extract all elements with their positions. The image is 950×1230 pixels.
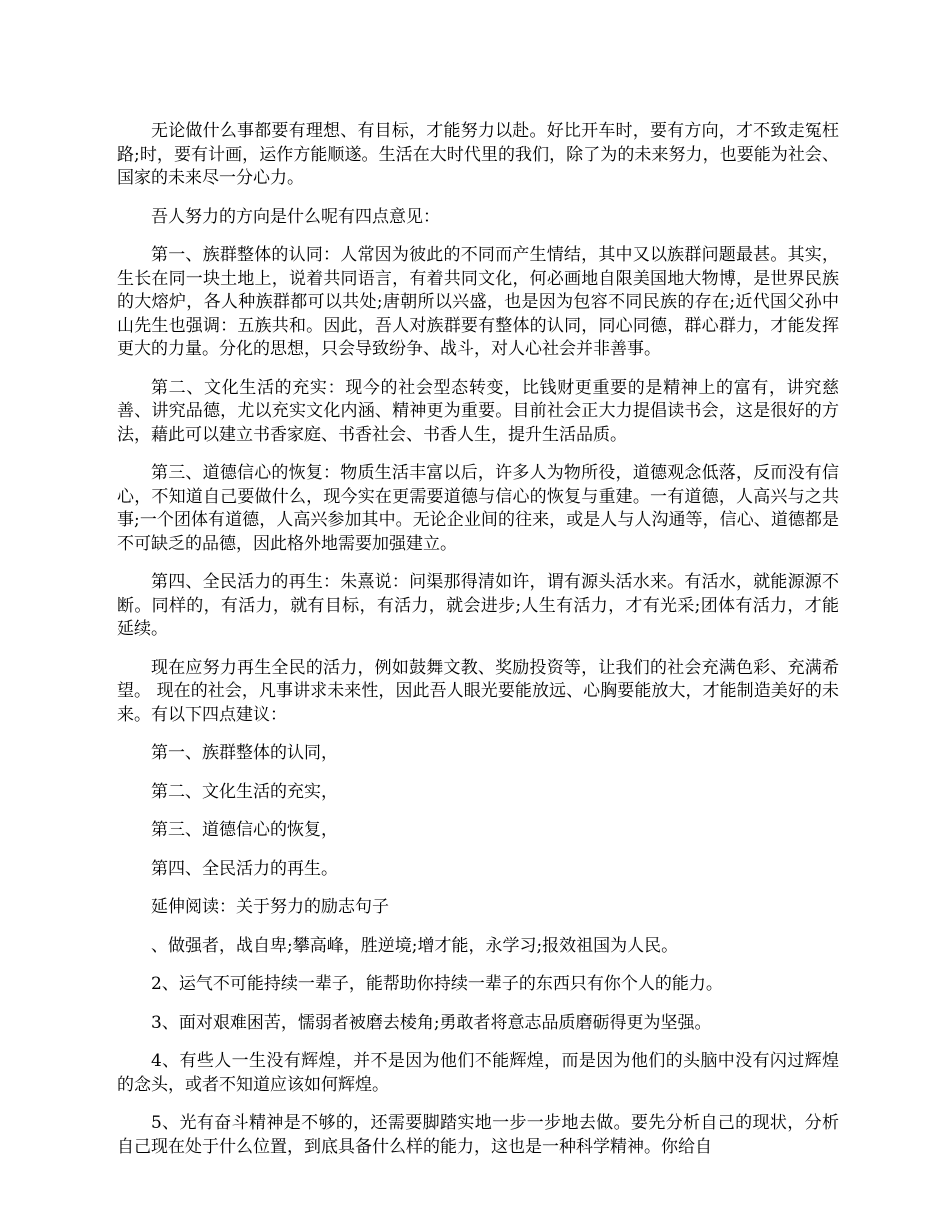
quote-item-4: 4、有些人一生没有辉煌，并不是因为他们不能辉煌，而是因为他们的头脑中没有闪过辉煌的念头，或者不知道应该如何辉煌。 xyxy=(117,1051,839,1095)
quote-item-5: 5、光有奋斗精神是不够的，还需要脚踏实地一步一步地去做。要先分析自己的现状，分析自己现在处于什么位置，到底具备什么样的能力，这也是一种科学精神。你给自 xyxy=(117,1113,839,1157)
paragraph-point-3: 第三、道德信心的恢复：物质生活丰富以后，许多人为物所役，道德观念低落，反而没有信心，不知道自己要做什么，现今实在更需要道德与信心的恢复与重建。一有道德，人高兴与之共事;一个团体有道德，人高兴参加其中。无论企业间的往来，或是人与人沟通等，信心、道德都是不可缺乏的品德，因此格外地需要加强建立。 xyxy=(117,463,839,554)
list-item-4: 第四、全民活力的再生。 xyxy=(151,858,338,879)
paragraph-intro: 无论做什么事都要有理想、有目标，才能努力以赴。好比开车时，要有方向，才不致走冤枉路;时，要有计画，运作方能顺遂。生活在大时代里的我们，除了为的未来努力，也要能为社会、国家的未来尽一分心力。 xyxy=(117,121,839,188)
paragraph-suggestions: 现在应努力再生全民的活力，例如鼓舞文教、奖励投资等，让我们的社会充满色彩、充满希望。 现在的社会，凡事讲求未来性，因此吾人眼光要能放远、心胸要能放大，才能制造美好的未来。有以下四点建议： xyxy=(117,657,839,725)
section-heading-extended-reading: 延伸阅读：关于努力的励志句子 xyxy=(151,897,389,917)
paragraph-question: 吾人努力的方向是什么呢有四点意见： xyxy=(151,206,440,227)
paragraph-point-4: 第四、全民活力的再生：朱熹说：问渠那得清如许，谓有源头活水来。有活水，就能源源不断。同样的，有活力，就有目标，有活力，就会进步;人生有活力，才有光采;团体有活力，才能延续。 xyxy=(117,572,839,639)
list-item-3: 第三、道德信心的恢复， xyxy=(151,820,338,840)
paragraph-point-2: 第二、文化生活的充实：现今的社会型态转变，比钱财更重要的是精神上的富有，讲究慈善、讲究品德，尤以充实文化内涵、精神更为重要。目前社会正大力提倡读书会，这是很好的方法，藉此可以建立书香家庭、书香社会、书香人生，提升生活品质。 xyxy=(117,377,839,445)
list-item-1: 第一、族群整体的认同， xyxy=(151,743,338,763)
list-item-2: 第二、文化生活的充实， xyxy=(151,781,338,802)
document-page xyxy=(117,120,839,1174)
quote-item-2: 2、运气不可能持续一辈子，能帮助你持续一辈子的东西只有你个人的能力。 xyxy=(151,974,723,994)
paragraph-point-1: 第一、族群整体的认同：人常因为彼此的不同而产生情结，其中又以族群问题最甚。其实，生长在同一块土地上，说着共同语言，有着共同文化，何必画地自限美国地大物博，是世界民族的大熔炉，各人种族群都可以共处;唐朝所以兴盛，也是因为包容不同民族的存在;近代国父孙中山先生也强调：五族共和。因此，吾人对族群要有整体的认同，同心同德，群心群力，才能发挥更大的力量。分化的思想，只会导致纷争、战斗，对人心社会并非善事。 xyxy=(117,245,839,359)
quote-item-1: 、做强者，战自卑;攀高峰，胜逆境;增才能，永学习;报效祖国为人民。 xyxy=(151,935,679,956)
quote-item-3: 3、面对艰难困苦，懦弱者被磨去棱角;勇敢者将意志品质磨砺得更为坚强。 xyxy=(151,1012,712,1033)
